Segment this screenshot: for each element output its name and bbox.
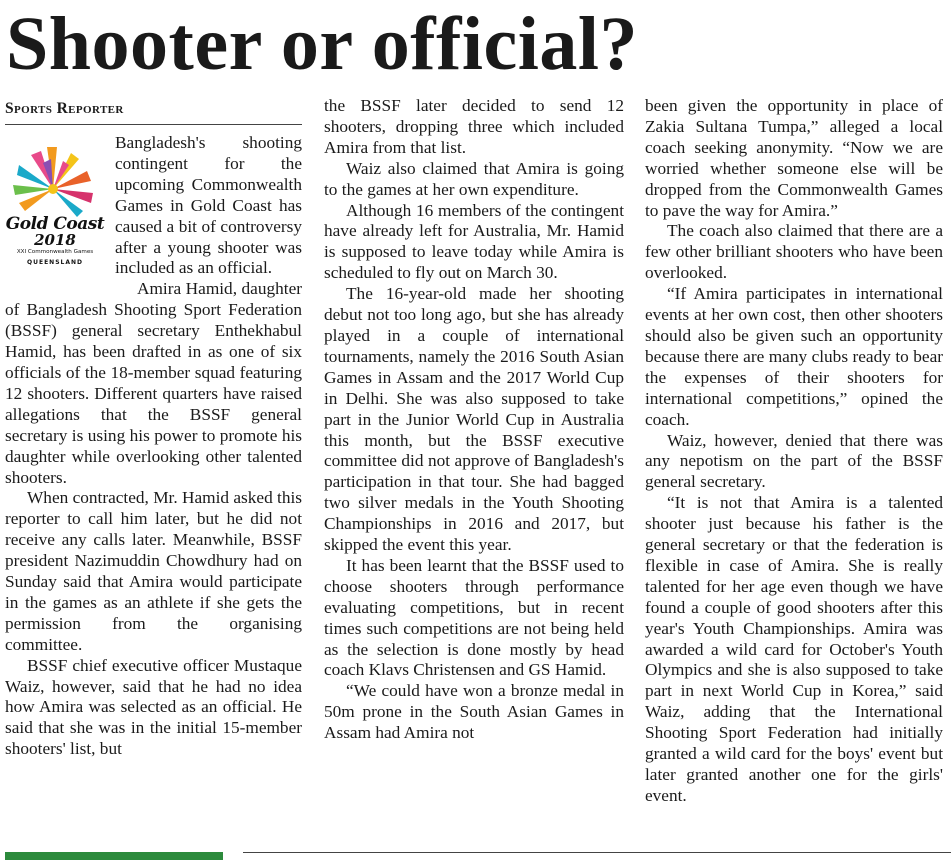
footer-accent-bar (5, 852, 223, 860)
gold-coast-2018-logo (5, 137, 105, 287)
article-column-2 (324, 96, 624, 744)
article-column-1 (5, 96, 302, 760)
byline-rule (5, 124, 302, 125)
paragraph: “It is not that Amira is a talented shooter just because his father is the general secretary or that the federation is flexible in case of Amira. She is really talented for her age even though we have found a couple of good shooters after this year's Youth Championships. Amira was awarded a wild card for October's Youth Olympics and she is also supposed to take part in next World Cup in Korea,” said Waiz, adding that the International Shooting Sport Federation had initially granted a wild card for the boys' event but later granted another one for the girls' event. (645, 493, 943, 805)
logo-region: QUEENSLAND (27, 258, 83, 266)
paragraph: Waiz, however, denied that there was any nepotism on the part of the BSSF general secretary. (645, 430, 943, 492)
paragraph: The 16-year-old made her shooting debut not too long ago, but she has already played in a couple of international tournaments, namely the 2016 South Asian Games in Assam and the 2017 World Cup in Delhi. She was also supposed to take part in the Junior World Cup in Australia this month, but the BSSF executive committee did not approve of Bangladesh's participation in that tour. She had bagged two silver medals in the Youth Shooting Championships in 2016 and 2017, but skipped the event this year. (324, 284, 624, 555)
paragraph: Bangladesh's shooting contingent for the upcoming Commonwealth Games in Gold Coast has caused a bit of controversy after a young shooter was included as an official. (115, 133, 302, 278)
paragraph: Waiz also claimed that Amira is going to the games at her own expenditure. (324, 158, 624, 199)
paragraph: the BSSF later decided to send 12 shooters, dropping three which included Amira from that list. (324, 96, 624, 157)
logo-title: Gold Coast (5, 213, 105, 234)
article-column-3 (645, 96, 943, 807)
paragraph: It has been learnt that the BSSF used to choose shooters through performance evaluating competitions, but in recent times such competitions are not being held as the selection is done mostly by head coach Klavs Christensen and GS Hamid. (324, 555, 624, 680)
paragraph: “If Amira participates in international events at her own cost, then other shooters should also be given such an opportunity because there are many clubs ready to bear the expenses of their shooters for international competitions,” opined the coach. (645, 284, 943, 429)
paragraph: BSSF chief executive officer Mustaque Waiz, however, said that he had no idea how Amira was selected as an official. He said that she was in the initial 15-member shooters' list, but (5, 655, 302, 759)
paragraph: been given the opportunity in place of Zakia Sultana Tumpa,” alleged a local coach seeking anonymity. “Now we are worried whether someone else will be dropped from the Commonwealth Games to pave the way for Amira.” (645, 96, 943, 220)
headline: Shooter or official? (6, 2, 638, 86)
paragraph: “We could have won a bronze medal in 50m prone in the South Asian Games in Assam had Amira not (324, 681, 624, 743)
paragraph: When contracted, Mr. Hamid asked this reporter to call him later, but he did not receive any calls later. Meanwhile, BSSF president Nazimuddin Chowdhury had on Sunday said that Amira would participate in the games as an athlete if she gets the permission from the organising committee. (5, 488, 302, 654)
paragraph: Amira Hamid, daughter of Bangladesh Shooting Sport Federation (BSSF) general secretary Enthekhabul Hamid, has been drafted in as one of six officials of the 18-member squad featuring 12 shooters. Different quarters have raised allegations that the BSSF general secretary is using his power to promote his daughter while overlooking other talented shooters. (5, 279, 302, 487)
byline: Sports Reporter (5, 100, 124, 117)
paragraph: Although 16 members of the contingent have already left for Australia, Mr. Hamid is supposed to leave today while Amira is scheduled to fly out on March 30. (324, 200, 624, 283)
footer-rule (243, 852, 951, 853)
paragraph: The coach also claimed that there are a few other brilliant shooters who have been overlooked. (645, 221, 943, 283)
logo-year: 2018 (34, 230, 76, 249)
logo-event: XXI Commonwealth Games (16, 248, 94, 255)
